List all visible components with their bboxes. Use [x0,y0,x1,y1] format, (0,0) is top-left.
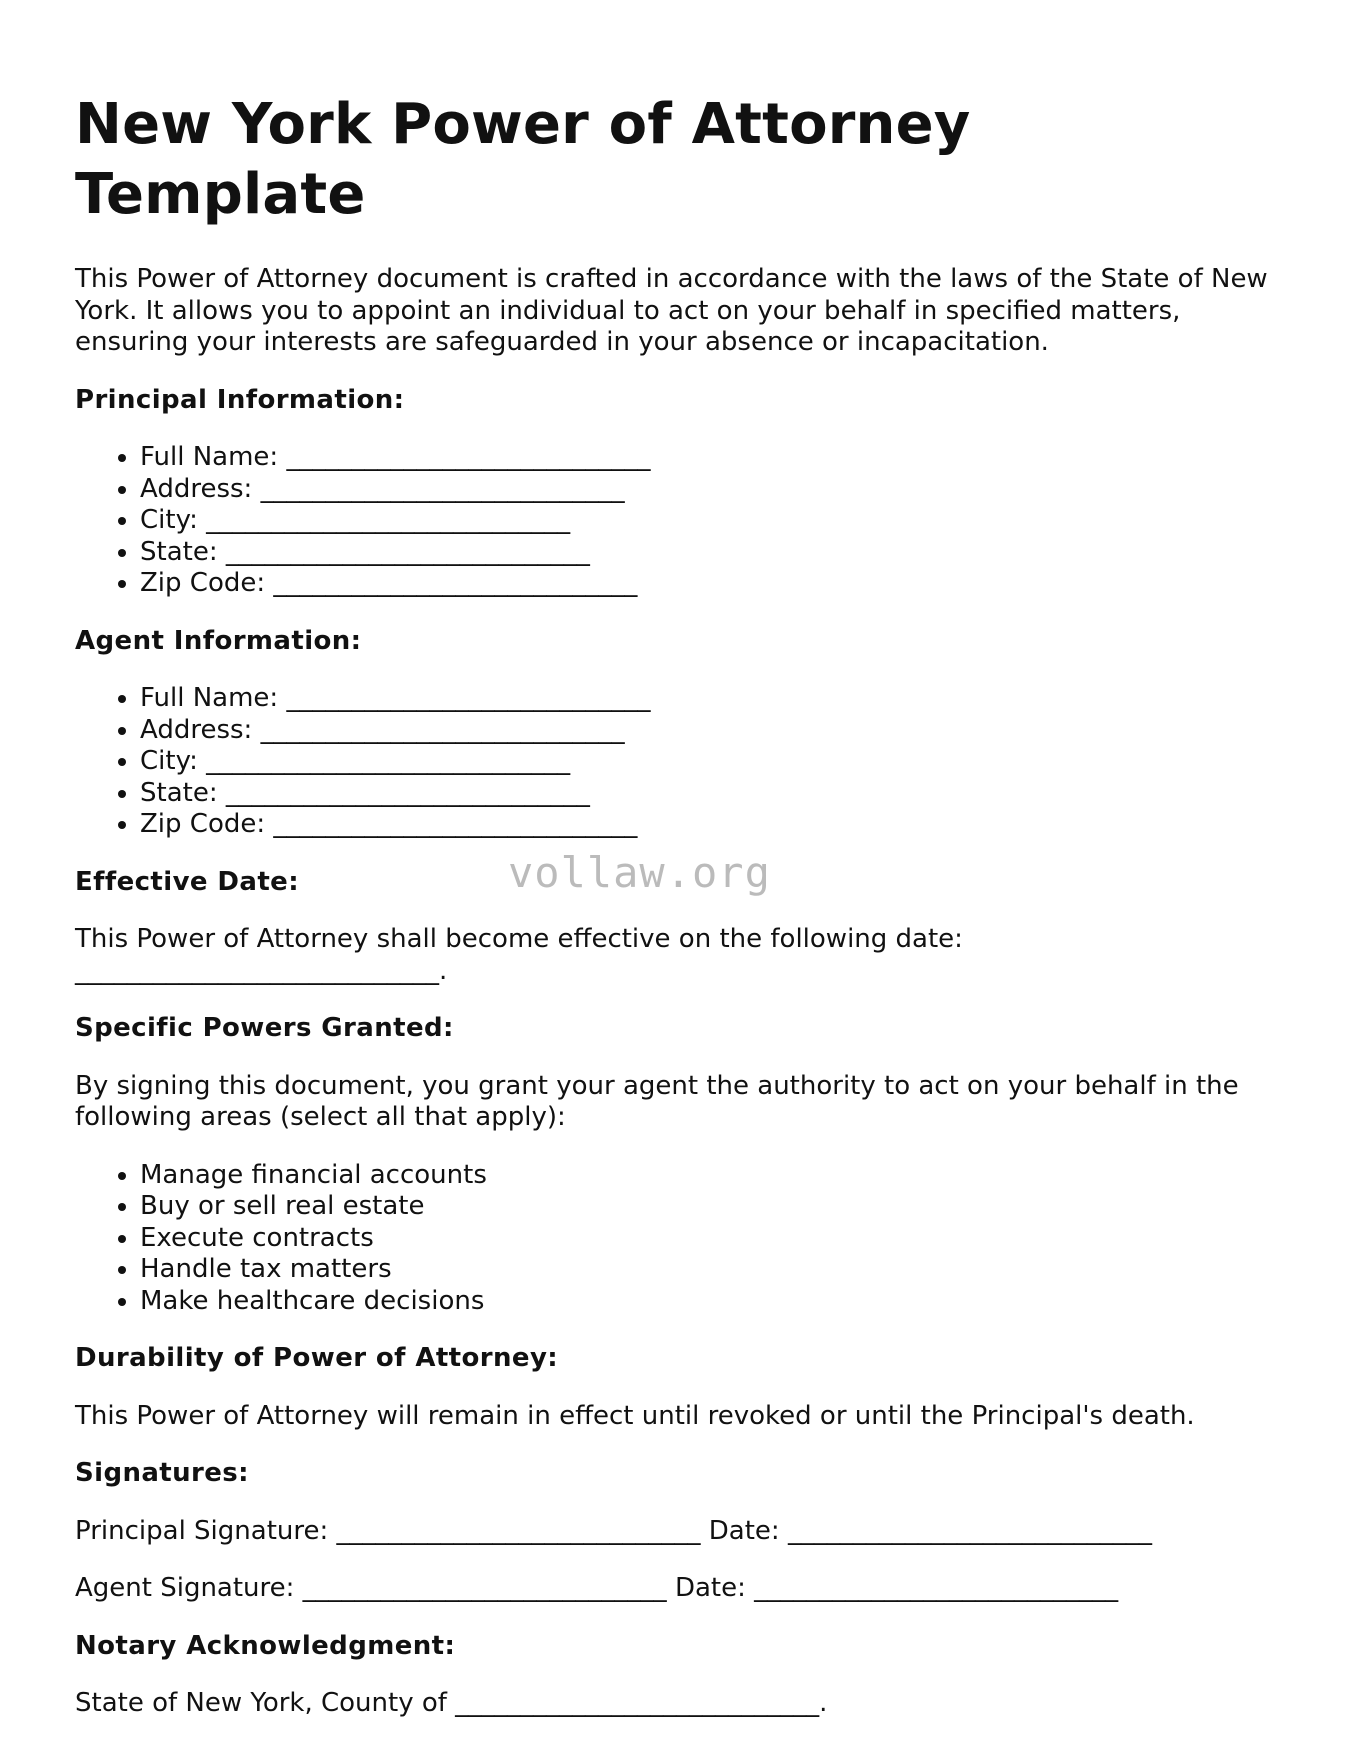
durability-text: This Power of Attorney will remain in effect until revoked or until the Principal's death. [75,1400,1195,1431]
watermark: vollaw.org [508,848,771,897]
power-item: • Manage financial accounts [140,1160,1275,1192]
power-item: • Buy or sell real estate [140,1191,1275,1223]
agent-heading: Agent Information: [75,625,362,656]
principal-address-field: • Address: ____________________________ [140,474,1275,506]
durability-heading: Durability of Power of Attorney: [75,1343,559,1373]
powers-text: By signing this document, you grant your agent the authority to act on your behalf in the following areas (select all that apply): [75,1070,1239,1132]
principal-signature-line: Principal Signature: ____________________________ Date: ____________________________ [75,1515,1152,1546]
power-item: • Execute contracts [140,1223,1275,1255]
principal-fields-list [75,442,1275,600]
agent-full-name-field: • Full Name: ____________________________ [140,683,1275,715]
agent-state-field: • State: ____________________________ [140,778,1275,810]
agent-city-field: • City: ____________________________ [140,746,1275,778]
agent-signature-line: Agent Signature: ____________________________ Date: ____________________________ [75,1573,1119,1603]
powers-heading: Specific Powers Granted: [75,1013,454,1043]
notary-heading: Notary Acknowledgment: [75,1630,456,1661]
intro-paragraph: This Power of Attorney document is crafted in accordance with the laws of the State of New York. It allows you to appoint an individual to act on your behalf in specified matters, ensuring your interests are safeguarded in your absence or incapacitation. [75,264,1268,357]
principal-state-field: • State: ____________________________ [140,537,1275,569]
notary-text: State of New York, County of ____________________________. [75,1688,828,1718]
signatures-heading: Signatures: [75,1458,249,1488]
document-page [75,90,1275,1746]
page-title: New York Power of Attorney Template [75,92,971,227]
effective-date-text: This Power of Attorney shall become effective on the following date: ____________________________. [75,924,963,986]
agent-fields-list [75,683,1275,841]
effective-date-heading: Effective Date: [75,866,299,897]
power-item: • Handle tax matters [140,1254,1275,1286]
principal-full-name-field: • Full Name: ____________________________ [140,442,1275,474]
agent-address-field: • Address: ____________________________ [140,715,1275,747]
powers-list [75,1160,1275,1318]
agent-zip-field: • Zip Code: ____________________________ [140,809,1275,841]
principal-heading: Principal Information: [75,384,405,415]
principal-city-field: • City: ____________________________ [140,505,1275,537]
power-item: • Make healthcare decisions [140,1286,1275,1318]
principal-zip-field: • Zip Code: ____________________________ [140,568,1275,600]
